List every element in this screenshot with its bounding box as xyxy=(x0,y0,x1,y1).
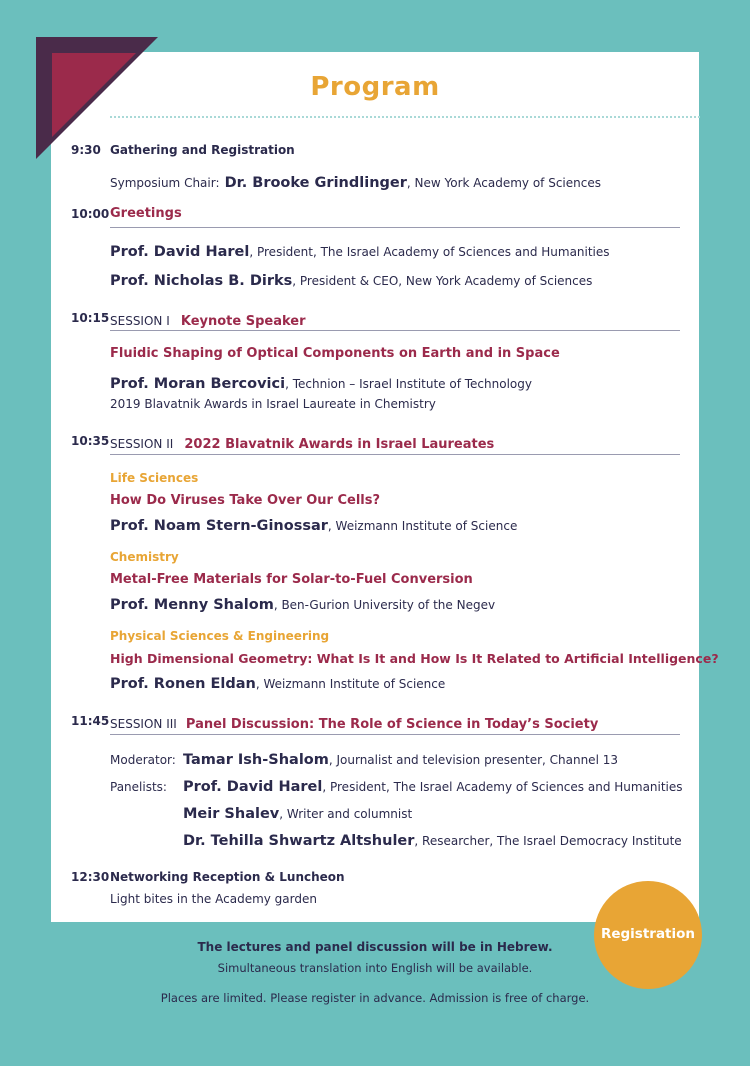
session-1-heading xyxy=(110,310,306,329)
session-title: 2022 Blavatnik Awards in Israel Laureates xyxy=(184,437,495,452)
panelist-harel xyxy=(183,776,683,795)
greetings-title: Greetings xyxy=(110,206,182,221)
speaker-name: Prof. Moran Bercovici xyxy=(110,376,286,392)
panelist-name: Meir Shalev xyxy=(183,806,280,822)
dotted-divider xyxy=(110,116,700,118)
laureate-note: 2019 Blavatnik Awards in Israel Laureate in Chemistry xyxy=(110,397,436,411)
reception-title: Networking Reception & Luncheon xyxy=(110,870,345,884)
panelist-shalev xyxy=(183,803,412,822)
panelist-name: Prof. David Harel xyxy=(183,779,323,795)
footer-language-note: The lectures and panel discussion will be in Hebrew. xyxy=(197,940,553,954)
section-rule xyxy=(110,734,680,735)
moderator xyxy=(183,749,618,768)
speaker-shalom xyxy=(110,594,495,613)
speaker-name: Prof. Nicholas B. Dirks xyxy=(110,273,293,289)
chair-name: Dr. Brooke Grindlinger xyxy=(224,175,407,191)
speaker-eldan xyxy=(110,673,445,692)
speaker-stern-ginossar xyxy=(110,515,517,534)
field-life-sciences: Life Sciences xyxy=(110,471,199,485)
moderator-affiliation: , Journalist and television presenter, Channel 13 xyxy=(328,753,618,767)
page-title: Program xyxy=(310,72,440,102)
speaker-affiliation: , Ben-Gurion University of the Negev xyxy=(273,598,496,612)
speaker-name: Prof. Ronen Eldan xyxy=(110,676,256,692)
time-1035: 10:35 xyxy=(71,434,110,448)
reception-subtitle: Light bites in the Academy garden xyxy=(110,892,317,906)
gathering-title: Gathering and Registration xyxy=(110,143,295,157)
talk-title: High Dimensional Geometry: What Is It and How Is It Related to Artificial Intelligence? xyxy=(110,651,719,666)
talk-title: Metal-Free Materials for Solar-to-Fuel Conversion xyxy=(110,572,473,587)
panelists-label: Panelists: xyxy=(110,780,167,794)
session-title: Keynote Speaker xyxy=(180,314,306,329)
symposium-chair xyxy=(110,172,601,191)
registration-label[interactable]: Registration xyxy=(600,926,696,942)
field-physical-sciences: Physical Sciences & Engineering xyxy=(110,629,330,643)
panelist-altshuler xyxy=(183,830,682,849)
session-label: SESSION III xyxy=(110,717,177,731)
field-chemistry: Chemistry xyxy=(110,550,179,564)
speaker-affiliation: , President, The Israel Academy of Sciences and Humanities xyxy=(249,245,610,259)
panelist-affiliation: , President, The Israel Academy of Sciences and Humanities xyxy=(322,780,683,794)
time-1230: 12:30 xyxy=(71,870,110,884)
panelist-name: Dr. Tehilla Shwartz Altshuler xyxy=(183,833,415,849)
moderator-label: Moderator: xyxy=(110,753,176,767)
section-rule xyxy=(110,454,680,455)
section-rule xyxy=(110,227,680,228)
speaker-affiliation: , Technion – Israel Institute of Technology xyxy=(285,377,532,391)
time-0930: 9:30 xyxy=(71,143,101,157)
session-label: SESSION II xyxy=(110,437,174,451)
session-title: Panel Discussion: The Role of Science in Today’s Society xyxy=(185,717,599,732)
speaker-affiliation: , Weizmann Institute of Science xyxy=(255,677,446,691)
moderator-name: Tamar Ish-Shalom xyxy=(183,752,329,768)
speaker-name: Prof. Noam Stern-Ginossar xyxy=(110,518,328,534)
time-1000: 10:00 xyxy=(71,207,110,221)
chair-affiliation: , New York Academy of Sciences xyxy=(406,176,601,190)
panelist-affiliation: , Writer and columnist xyxy=(279,807,413,821)
time-1015: 10:15 xyxy=(71,311,110,325)
time-1145: 11:45 xyxy=(71,714,110,728)
session-2-heading xyxy=(110,433,494,452)
chair-label: Symposium Chair: xyxy=(110,176,220,190)
talk-title: How Do Viruses Take Over Our Cells? xyxy=(110,493,381,508)
footer-translation-note: Simultaneous translation into English will be available. xyxy=(217,961,533,975)
speaker-harel xyxy=(110,241,610,260)
talk-title: Fluidic Shaping of Optical Components on Earth and in Space xyxy=(110,346,560,361)
speaker-name: Prof. David Harel xyxy=(110,244,250,260)
speaker-affiliation: , President & CEO, New York Academy of Sciences xyxy=(292,274,593,288)
session-3-heading xyxy=(110,713,598,732)
session-label: SESSION I xyxy=(110,314,170,328)
speaker-name: Prof. Menny Shalom xyxy=(110,597,274,613)
speaker-dirks xyxy=(110,270,592,289)
panelist-affiliation: , Researcher, The Israel Democracy Institute xyxy=(414,834,682,848)
speaker-affiliation: , Weizmann Institute of Science xyxy=(327,519,518,533)
footer-admission-note: Places are limited. Please register in advance. Admission is free of charge. xyxy=(160,991,590,1005)
section-rule xyxy=(110,330,680,331)
speaker-bercovici xyxy=(110,373,532,392)
